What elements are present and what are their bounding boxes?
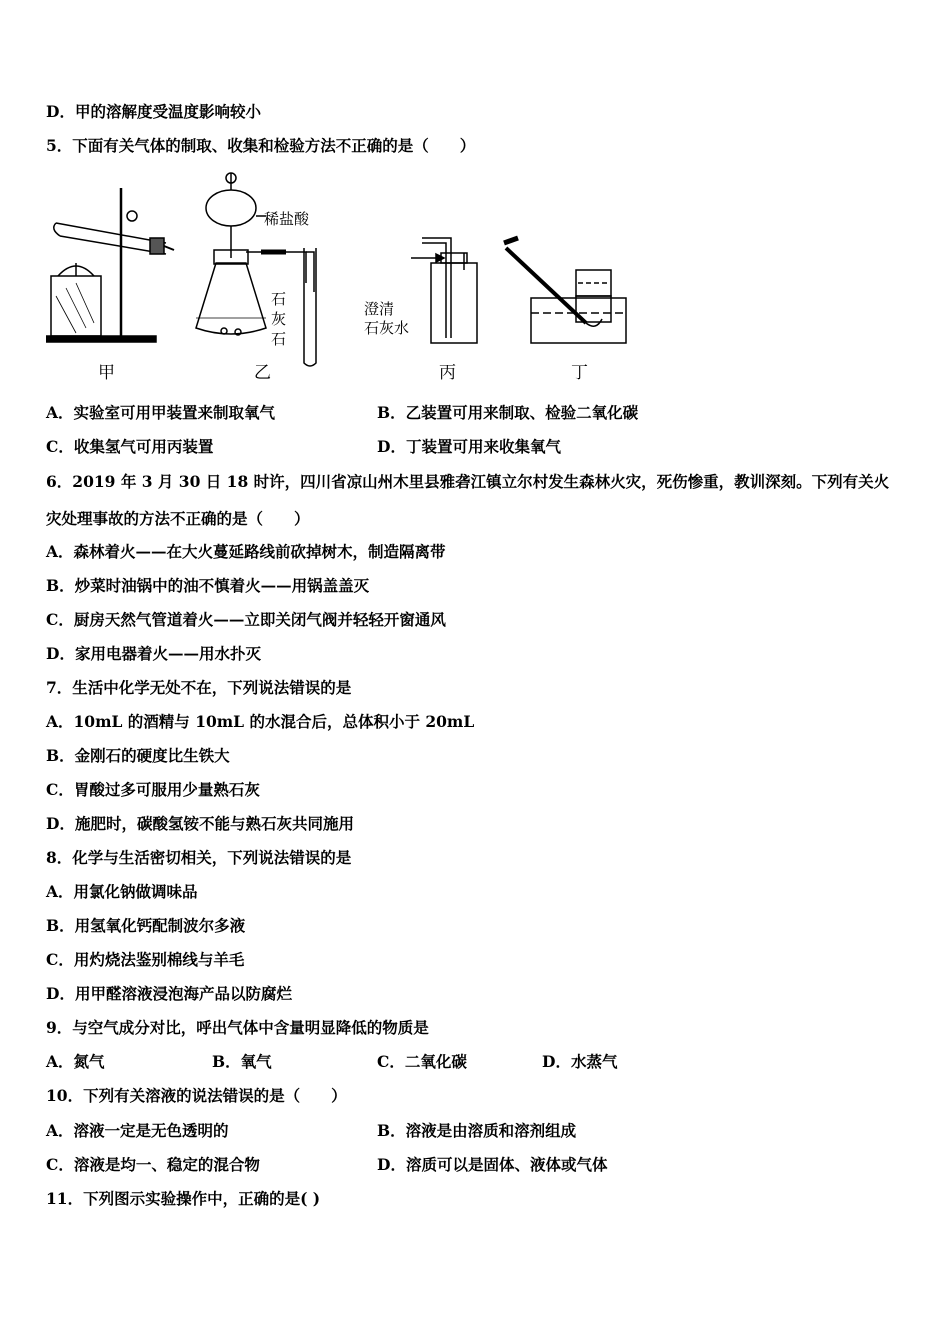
q5-option-a: A．实验室可用甲装置来制取氧气 xyxy=(46,403,276,422)
q8-option-b: B．用氢氧化钙配制波尔多液 xyxy=(46,916,246,935)
q4-option-d: D．甲的溶解度受温度影响较小 xyxy=(46,102,261,121)
q7-option-c: C．胃酸过多可服用少量熟石灰 xyxy=(46,780,260,799)
label-bing: 丙 xyxy=(439,363,456,383)
q9-option-a: A．氮气 xyxy=(46,1052,105,1071)
apparatus-drawing xyxy=(46,168,636,383)
label-ding: 丁 xyxy=(571,363,588,383)
q10-options-row2 xyxy=(46,1155,608,1175)
funnel xyxy=(206,190,256,226)
q6-option-a: A．森林着火——在大火蔓延路线前砍掉树木，制造隔离带 xyxy=(46,542,446,561)
limewater-line-2: 石灰水 xyxy=(364,319,410,337)
q8-option-c: C．用灼烧法鉴别棉线与羊毛 xyxy=(46,950,245,969)
q10-option-a: A．溶液一定是无色透明的 xyxy=(46,1121,229,1140)
q8-option-d: D．用甲醛溶液浸泡海产品以防腐烂 xyxy=(46,984,292,1003)
q7-option-b: B．金刚石的硬度比生铁大 xyxy=(46,746,230,765)
q9-option-d: D．水蒸气 xyxy=(542,1052,618,1071)
q5-option-d: D．丁装置可用来收集氧气 xyxy=(377,437,561,456)
q6-stem-line1: 6．2019 年 3 月 30 日 18 时许，四川省凉山州木里县雅砻江镇立尔村发生森林火灾，死伤惨重，教训深刻。下列有关火 xyxy=(46,472,890,491)
q5-apparatus-figure xyxy=(46,168,636,383)
q9-stem: 9．与空气成分对比，呼出气体中含量明显降低的物质是 xyxy=(46,1018,429,1037)
limewater-line-1: 澄清 xyxy=(364,300,395,318)
q5-options-row1 xyxy=(46,403,639,423)
q5-stem: 5．下面有关气体的制取、收集和检验方法不正确的是（ ） xyxy=(46,136,476,155)
q7-option-d: D．施肥时，碳酸氢铵不能与熟石灰共同施用 xyxy=(46,814,354,833)
q9-option-b: B．氧气 xyxy=(212,1052,272,1071)
q10-option-b: B．溶液是由溶质和溶剂组成 xyxy=(377,1121,577,1140)
q11-stem: 11．下列图示实验操作中，正确的是( ) xyxy=(46,1189,321,1208)
label-yi: 乙 xyxy=(254,363,271,383)
q5-options-row2 xyxy=(46,437,561,457)
label-jia: 甲 xyxy=(98,363,115,383)
q6-option-b: B．炒菜时油锅中的油不慎着火——用锅盖盖灭 xyxy=(46,576,370,595)
gas-bottle xyxy=(431,263,477,343)
label-limestone xyxy=(271,289,286,349)
q5-option-c: C．收集氢气可用丙装置 xyxy=(46,437,214,456)
q5-option-b: B．乙装置可用来制取、检验二氧化碳 xyxy=(377,403,639,422)
q8-stem: 8．化学与生活密切相关，下列说法错误的是 xyxy=(46,848,352,867)
clamp-knob xyxy=(127,211,137,221)
q6-option-c: C．厨房天然气管道着火——立即关闭气阀并轻轻开窗通风 xyxy=(46,610,446,629)
limestone-char-2: 灰 xyxy=(271,310,287,328)
q7-option-a: A．10mL 的酒精与 10mL 的水混合后，总体积小于 20mL xyxy=(46,712,475,731)
label-dilute-hcl: 稀盐酸 xyxy=(264,210,310,228)
q10-option-d: D．溶质可以是固体、液体或气体 xyxy=(377,1155,608,1174)
lamp-base xyxy=(51,276,101,336)
label-limewater xyxy=(364,300,409,338)
q9-option-c: C．二氧化碳 xyxy=(377,1052,467,1071)
q8-option-a: A．用氯化钠做调味品 xyxy=(46,882,198,901)
q10-stem: 10．下列有关溶液的说法错误的是（ ） xyxy=(46,1086,347,1105)
q6-option-d: D．家用电器着火——用水扑灭 xyxy=(46,644,261,663)
q9-options-row xyxy=(46,1052,646,1072)
limestone-char-3: 石 xyxy=(271,330,287,348)
q10-option-c: C．溶液是均一、稳定的混合物 xyxy=(46,1155,260,1174)
q7-stem: 7．生活中化学无处不在，下列说法错误的是 xyxy=(46,678,352,697)
limestone-char-1: 石 xyxy=(271,290,287,308)
q6-stem-line2: 灾处理事故的方法不正确的是（ ） xyxy=(46,509,310,528)
conical-flask xyxy=(196,263,266,334)
q10-options-row1 xyxy=(46,1121,577,1141)
